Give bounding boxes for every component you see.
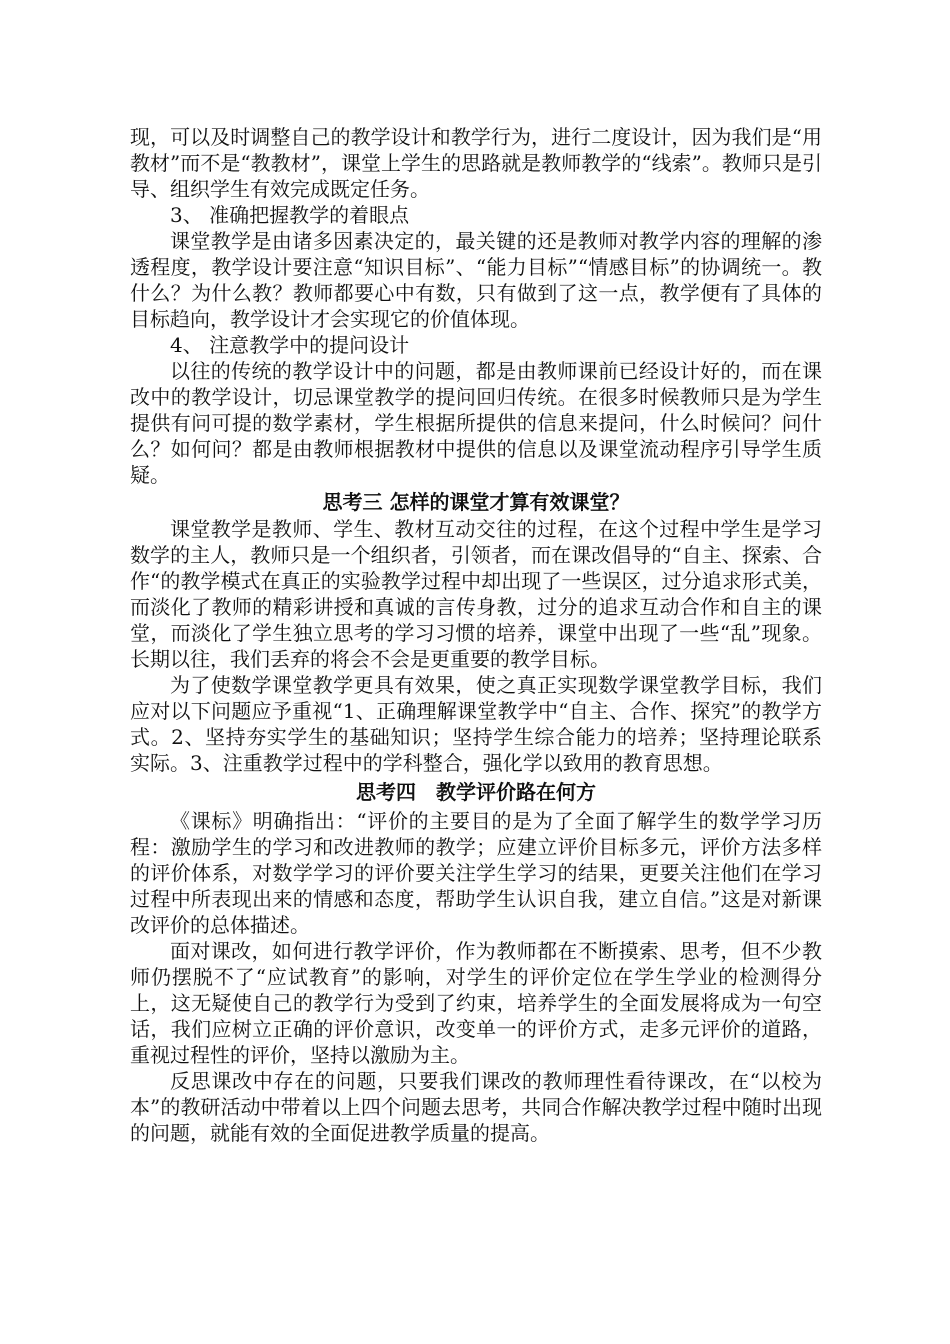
- item-4-title: 4、 注意教学中的提问设计: [170, 333, 410, 357]
- section-heading-four: 思考四 教学评价路在何方: [356, 780, 596, 804]
- paragraph-continuation: 现，可以及时调整自己的教学设计和教学行为，进行二度设计，因为我们是“用教材”而不是“教教材”，课堂上学生的思路就是教师教学的“线索”。教师只是引导、组织学生有效完成既定任务。: [130, 125, 822, 201]
- paragraph-attention-items: 为了使数学课堂教学更具有效果，使之真正实现数学课堂教学目标，我们应对以下问题应予重视“1、正确理解课堂教学中“自主、合作、探究”的教学方式。2、坚持夯实学生的基础知识；坚持学生综合能力的培养；坚持理论联系实际。3、注重教学过程中的学科整合，强化学以致用的教育思想。: [130, 673, 822, 775]
- document-body: [130, 124, 822, 1146]
- paragraph-question-design: 以往的传统的教学设计中的问题，都是由教师课前已经设计好的，而在课改中的教学设计，切忌课堂教学的提问回归传统。在很多时候教师只是为学生提供有问可提的数学素材，学生根据所提供的信息来提问，什么时候问？问什么？如何问？都是由教师根据教材中提供的信息以及课堂流动程序引导学生质疑。: [130, 359, 822, 487]
- paragraph-evaluation: 面对课改，如何进行教学评价，作为教师都在不断摸索、思考，但不少教师仍摆脱不了“应试教育”的影响，对学生的评价定位在学生学业的检测得分上，这无疑使自己的教学行为受到了约束，培养学生的全面发展将成为一句空话，我们应树立正确的评价意识，改变单一的评价方式，走多元评价的道路，重视过程性的评价，坚持以激励为主。: [130, 939, 822, 1067]
- paragraph-reflection: 反思课改中存在的问题，只要我们课改的教师理性看待课改，在“以校为本”的教研活动中带着以上四个问题去思考，共同合作解决教学过程中随时出现的问题，就能有效的全面促进教学质量的提高。: [130, 1069, 822, 1145]
- paragraph-effective-class: 课堂教学是教师、学生、教材互动交往的过程，在这个过程中学生是学习数学的主人，教师只是一个组织者，引领者，而在课改倡导的“自主、探索、合作“的教学模式在真正的实验教学过程中却出现了一些误区，过分追求形式美，而淡化了教师的精彩讲授和真诚的言传身教，过分的追求互动合作和自主的课堂，而淡化了学生独立思考的学习习惯的培养，课堂中出现了一些“乱”现象。长期以往，我们丢弃的将会不会是更重要的教学目标。: [130, 517, 822, 671]
- paragraph-curriculum-standard: 《课标》明确指出：“评价的主要目的是为了全面了解学生的数学学习历程：激励学生的学习和改进教师的教学；应建立评价目标多元，评价方法多样的评价体系，对数学学习的评价要关注学生学习的结果，更要关注他们在学习过程中所表现出来的情感和态度，帮助学生认识自我，建立自信。”这是对新课改评价的总体描述。: [130, 809, 822, 937]
- section-heading-three: 思考三 怎样的课堂才算有效课堂？: [322, 490, 630, 514]
- item-3-title: 3、 准确把握教学的着眼点: [170, 203, 410, 227]
- paragraph-teaching-focus: 课堂教学是由诸多因素决定的，最关键的还是教师对教学内容的理解的渗透程度，教学设计要注意“知识目标”、“能力目标”“情感目标”的协调统一。教什么？为什么教？教师都要心中有数，只有做到了这一点，教学便有了具体的目标趋向，教学设计才会实现它的价值体现。: [130, 229, 822, 331]
